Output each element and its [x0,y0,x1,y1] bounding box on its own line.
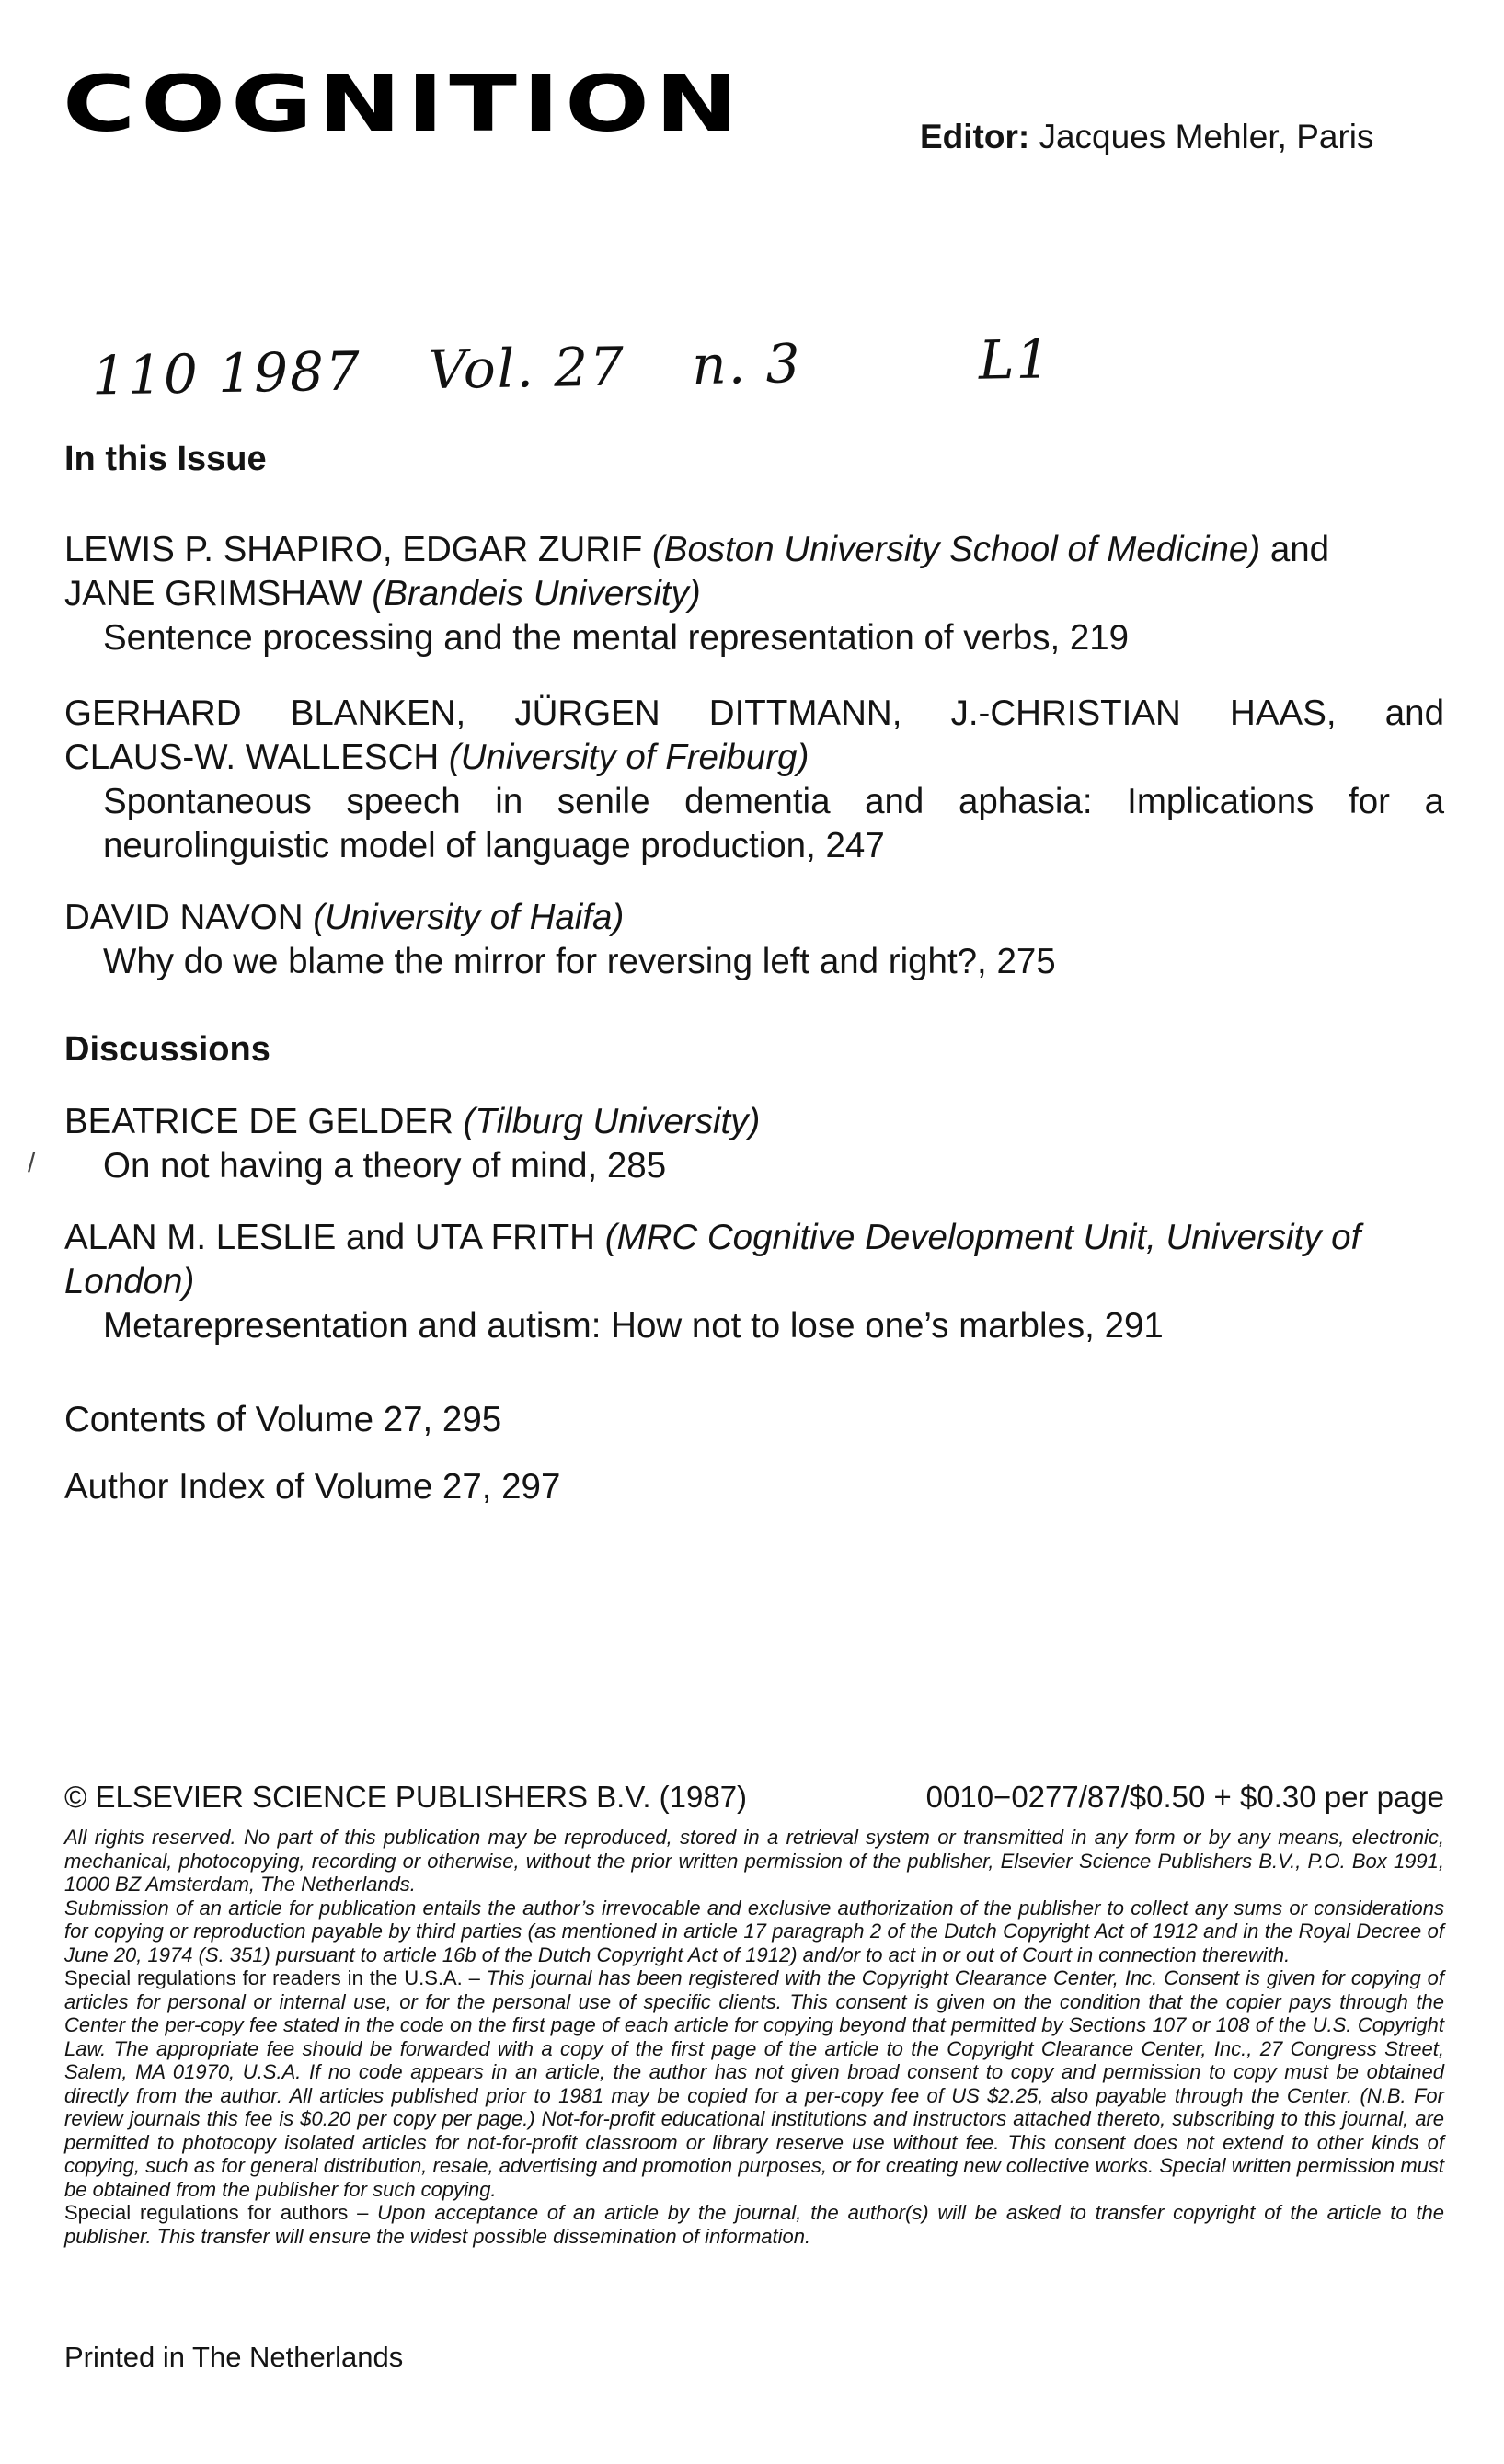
author-affiliation: (University of Freiburg) [448,738,809,777]
author-affiliation: (Boston University School of Medicine) [651,530,1261,569]
article-entry [64,1100,1444,1188]
handwritten-note-part: 110 1987 [91,339,362,407]
article-authors [64,528,1444,572]
in-this-issue-heading: In this Issue [64,440,267,478]
author-affiliation: (MRC Cognitive Development Unit, University of London) [64,1218,1361,1301]
article-authors [64,572,1444,616]
legal-lead: Special regulations for authors – [64,2201,369,2224]
author-names: LEWIS P. SHAPIRO, EDGAR ZURIF [64,530,643,569]
author-connector: and [1269,530,1330,569]
article-authors [64,736,1444,780]
handwritten-note-part: L1 [978,327,1052,392]
author-names: JANE GRIMSHAW [64,574,362,613]
handwritten-note-part: Vol. 27 [427,335,626,402]
author-names: ALAN M. LESLIE and UTA FRITH [64,1218,595,1257]
legal-text: Submission of an article for publication entails the author’s irrevocable and exclusive authorization of the publisher to collect any sums or considerations for copying or reproduction payable by third parties (as mentioned in article 17 paragraph 2 of the Dutch Copyright Act of 1912 and in the Royal Decree of June 20, 1974 (S. 351) pursuant to article 16b of the Dutch Copyright Act of 1912) and/or to act in or out of Court in connection therewith. [64,1896,1444,1966]
article-entry [64,528,1444,660]
author-affiliation: (Tilburg University) [463,1102,761,1141]
author-affiliation: (University of Haifa) [313,898,625,937]
copyright-code: 0010−0277/87/$0.50 + $0.30 per page [925,1780,1444,1814]
article-authors [64,896,1444,940]
article-title: Metarepresentation and autism: How not to lose one’s marbles, 291 [103,1306,1164,1346]
author-index-line: Author Index of Volume 27, 297 [64,1467,561,1507]
article-entry [64,692,1444,868]
article-entry [64,896,1444,984]
copyright-row [64,1780,1444,1815]
legal-text: This journal has been registered with the Copyright Clearance Center, Inc. Consent is given for copying of articles for personal or internal use, or for the personal use of specific clients. This consent is given on the condition that the copier pays through the Center the per-copy fee stated in the code on the first page of each article for copying beyond that permitted by Sections 107 or 108 of the U.S. Copyright Law. The appropriate fee should be forwarded with a copy of the first page of the article to the Copyright Clearance Center, Inc., 27 Congress Street, Salem, MA 01970, U.S.A. If no code appears in an article, the author has not given broad consent to copy and permission to copy must be obtained directly from the author. All articles published prior to 1981 may be copied for a per-copy fee of US $2.25, also payable through the Center. (N.B. For review journals this fee is $0.20 per copy per page.) Not-for-profit educational institutions and instructors attached thereto, subscribing to this journal, are permitted to photocopy isolated articles for not-for-profit classroom or library reserve use without fee. This consent does not extend to other kinds of copying, such as for general distribution, resale, advertising and promotion purposes, or for creating new collective works. Special written permission must be obtained from the publisher for such copying. [64,1966,1444,2201]
legal-text: All rights reserved. No part of this publication may be reproduced, stored in a retrieval system or transmitted in any form or by any means, electronic, mechanical, photocopying, recording or otherwise, without the prior written permission of the publisher, Elsevier Science Publishers B.V., P.O. Box 1991, 1000 BZ Amsterdam, The Netherlands. [64,1826,1444,1896]
article-title: On not having a theory of mind, 285 [103,1146,667,1186]
editor-line [920,118,1374,156]
legal-text: Upon acceptance of an article by the journal, the author(s) will be asked to transfer copyright of the article to the publisher. This transfer will ensure the widest possible dissemination of information. [64,2201,1444,2248]
editor-name: Jacques Mehler, Paris [1039,118,1374,155]
margin-slash-mark: / [28,1148,36,1178]
legal-paragraph [64,1897,1444,1967]
article-title: Why do we blame the mirror for reversing left and right?, 275 [103,942,1056,981]
article-entry [64,1216,1444,1348]
article-authors: GERHARD BLANKEN, JÜRGEN DITTMANN, J.-CHRISTIAN HAAS, and [64,693,1444,733]
legal-notice [64,1826,1444,2248]
article-title: Spontaneous speech in senile dementia and aphasia: Implications for a neurolinguistic model of language production, 247 [103,782,1444,865]
author-names: DAVID NAVON [64,898,304,937]
legal-lead: Special regulations for readers in the U.S.A. – [64,1966,480,1989]
legal-paragraph [64,2201,1444,2248]
author-names: CLAUS-W. WALLESCH [64,738,440,777]
copyright-publisher: © ELSEVIER SCIENCE PUBLISHERS B.V. (1987) [64,1780,748,1814]
article-authors [64,1216,1444,1304]
article-title: Sentence processing and the mental representation of verbs, 219 [103,618,1130,658]
editor-label: Editor: [920,118,1030,155]
article-authors [64,1100,1444,1144]
handwritten-note [91,327,1099,407]
printed-in-line: Printed in The Netherlands [64,2341,404,2373]
legal-paragraph [64,1966,1444,2201]
discussions-heading: Discussions [64,1030,270,1069]
author-names: BEATRICE DE GELDER [64,1102,453,1141]
handwritten-note-part: n. 3 [691,332,803,397]
legal-paragraph [64,1826,1444,1897]
author-affiliation: (Brandeis University) [372,574,701,613]
journal-logo: COGNITION [63,59,744,150]
contents-line: Contents of Volume 27, 295 [64,1400,502,1439]
